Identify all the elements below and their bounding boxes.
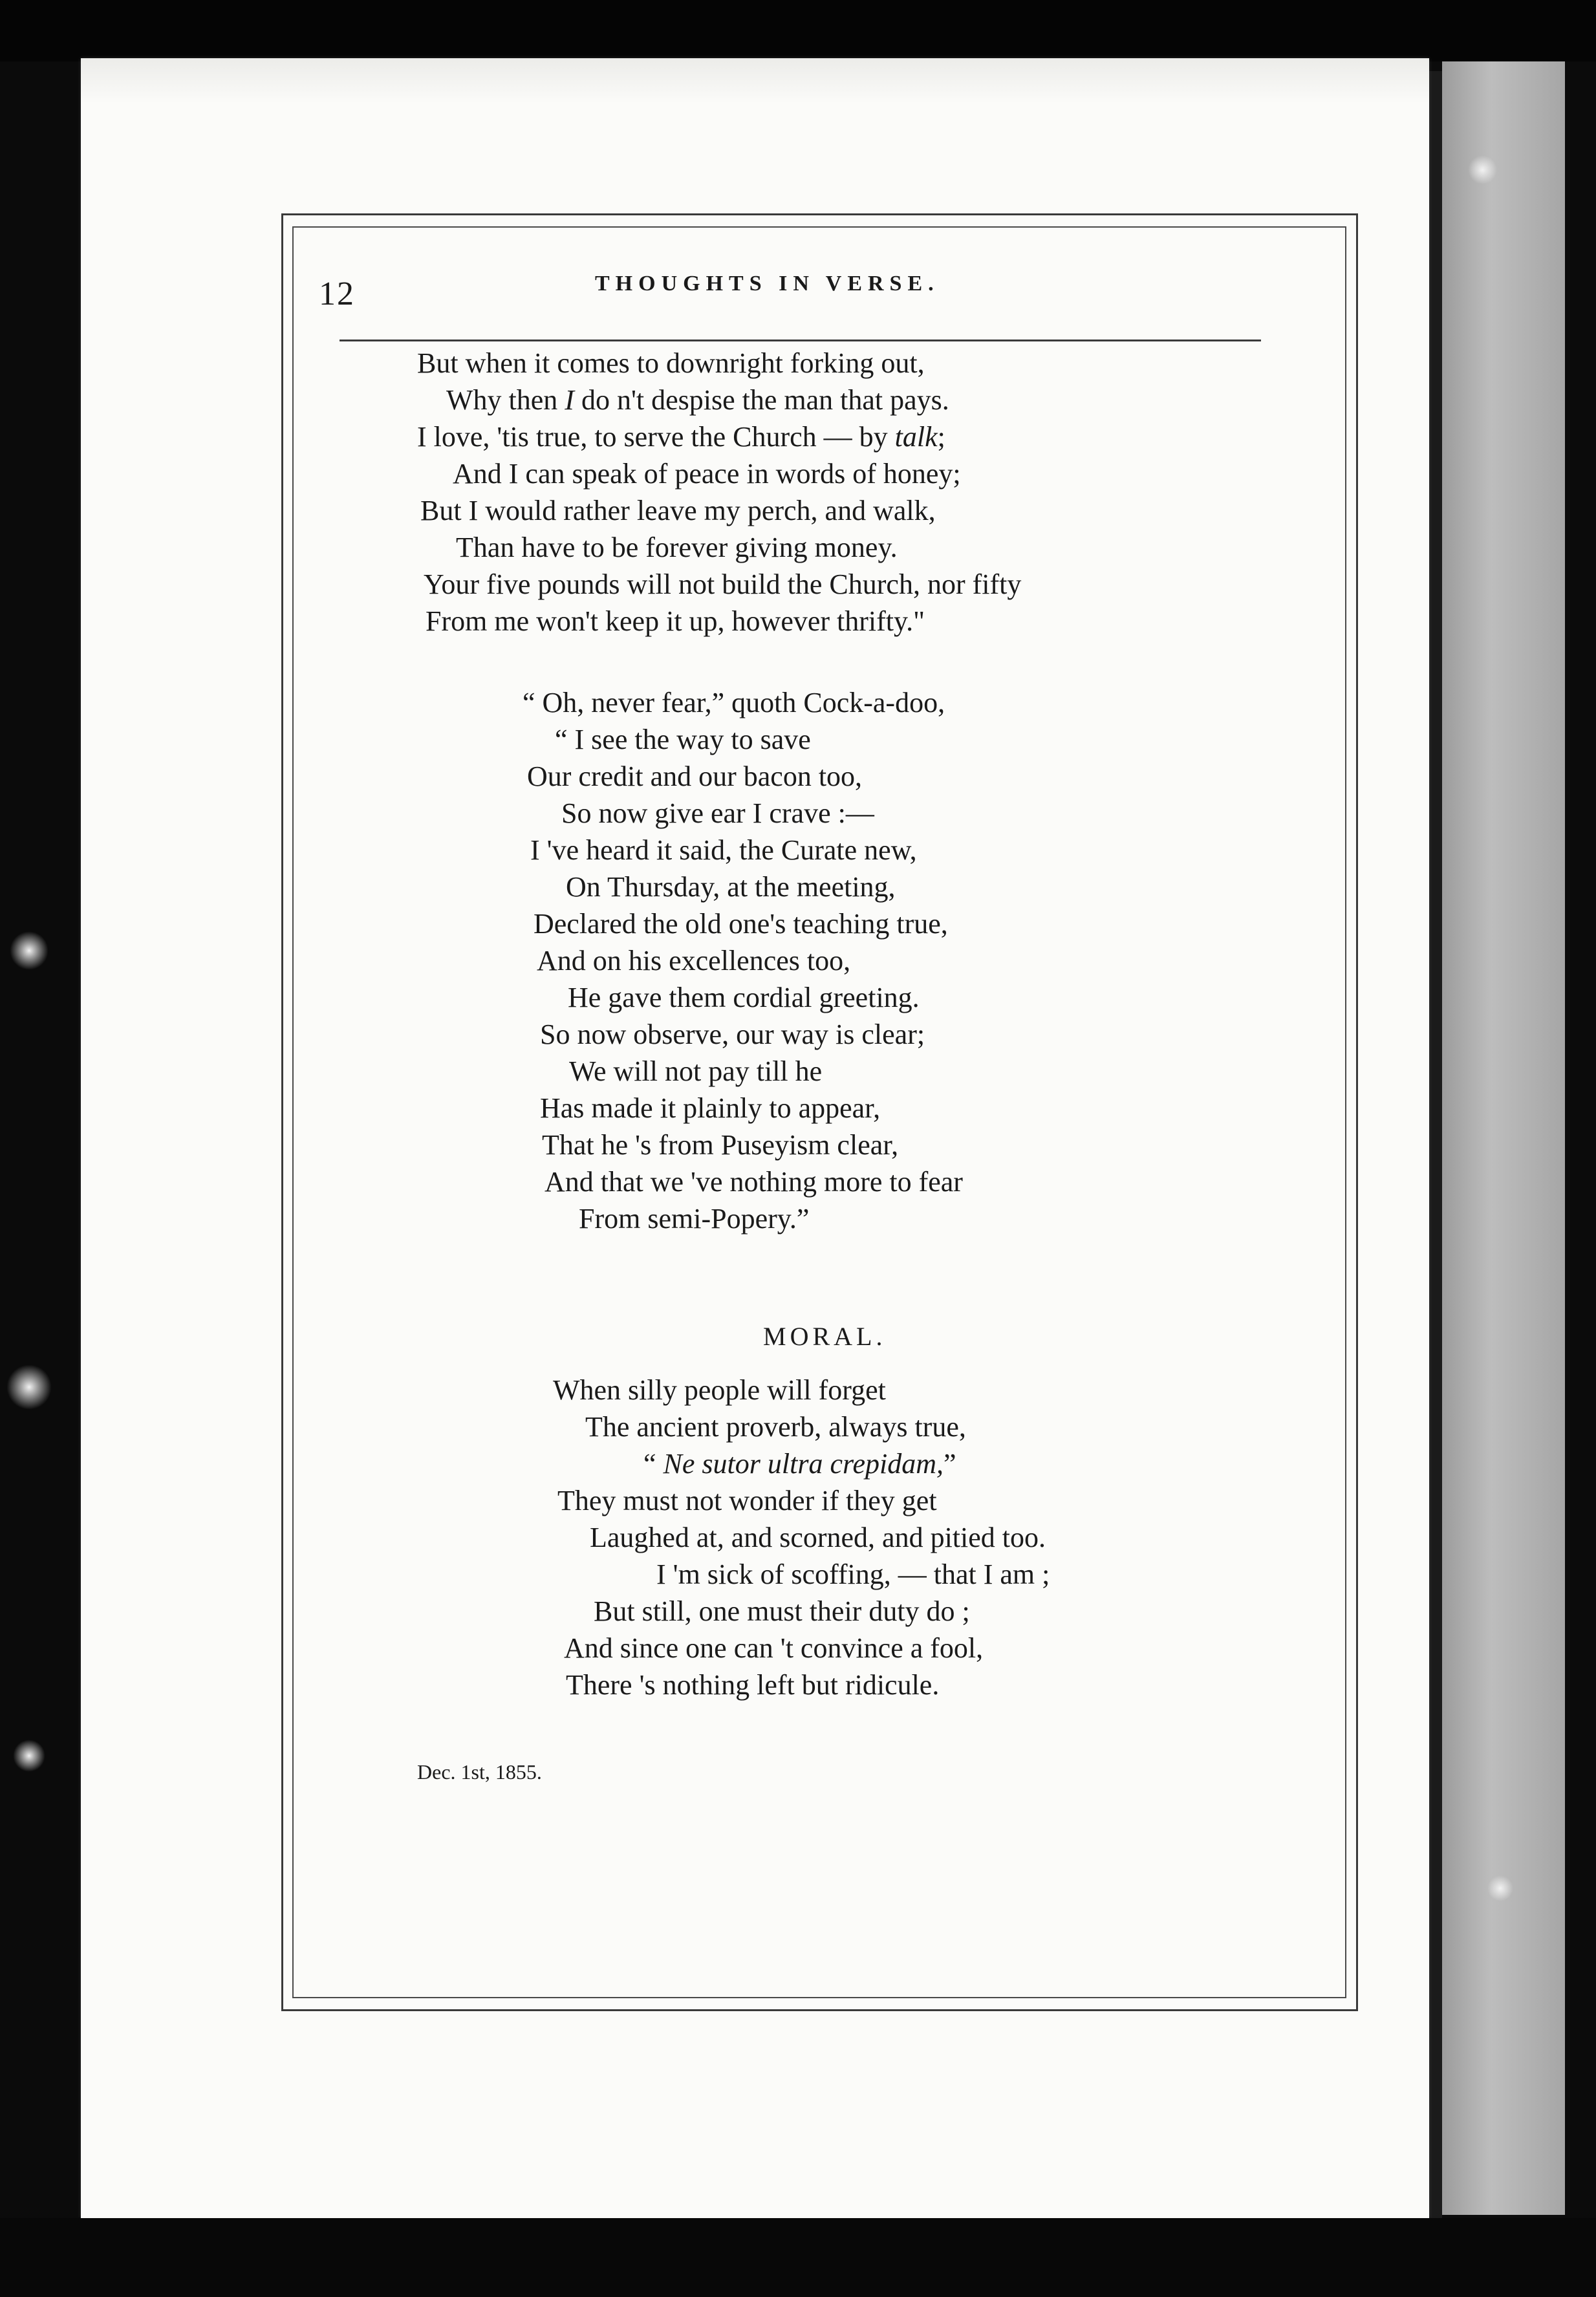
moral-line: When silly people will forget — [553, 1374, 886, 1406]
verse-fragment: Why then — [446, 384, 565, 416]
verse-line: And I can speak of peace in words of honey; — [453, 458, 961, 490]
verse-fragment: ” — [944, 1448, 956, 1480]
moral-line: Laughed at, and scorned, and pitied too. — [590, 1522, 1046, 1553]
verse-line: But I would rather leave my perch, and walk, — [420, 495, 936, 526]
verse-line: From semi-Popery.” — [579, 1203, 810, 1235]
moral-line: But still, one must their duty do ; — [594, 1595, 970, 1627]
verse-fragment: I love, 'tis true, to serve the Church — by — [417, 421, 895, 453]
verse-line: That he 's from Puseyism clear, — [542, 1129, 899, 1161]
verse-line: “ I see the way to save — [555, 724, 811, 755]
scan-speck — [10, 931, 49, 970]
verse-line — [417, 423, 945, 451]
verse-line: Our credit and our bacon too, — [527, 760, 863, 792]
verse-line: On Thursday, at the meeting, — [566, 871, 896, 903]
verse-fragment: ; — [937, 421, 945, 453]
latin-proverb: Ne sutor ultra crepidam, — [663, 1448, 944, 1480]
page-number: 12 — [319, 275, 355, 312]
verse-line: Has made it plainly to appear, — [540, 1092, 881, 1124]
moral-line: I 'm sick of scoffing, — that I am ; — [656, 1558, 1050, 1590]
verse-line: Than have to be forever giving money. — [456, 532, 898, 563]
verse-line: Declared the old one's teaching true, — [534, 908, 948, 940]
moral-line: And since one can 't convince a fool, — [564, 1632, 984, 1664]
verse-line: And on his excellences too, — [537, 945, 851, 976]
verse-line: But when it comes to downright forking out, — [417, 347, 925, 379]
moral-line: There 's nothing left but ridicule. — [566, 1669, 940, 1701]
scan-speck — [1487, 1875, 1513, 1901]
running-title: THOUGHTS IN VERSE. — [595, 272, 940, 296]
verse-italic: talk — [894, 421, 938, 453]
verse-fragment: “ — [643, 1448, 663, 1480]
verse-line: He gave them cordial greeting. — [568, 982, 920, 1013]
book-gutter — [1429, 71, 1442, 2218]
verse-line — [446, 386, 949, 415]
verse-line: So now observe, our way is clear; — [540, 1019, 925, 1050]
scan-bottom-edge — [0, 2218, 1596, 2297]
verse-line: From me won't keep it up, however thrifty." — [426, 605, 925, 637]
verse-italic: I — [565, 384, 574, 416]
scan-speck — [13, 1740, 45, 1772]
verse-line: And that we 've nothing more to fear — [545, 1166, 963, 1198]
date-line: Dec. 1st, 1855. — [417, 1760, 542, 1784]
scan-speck — [6, 1364, 52, 1410]
verse-line: Your five pounds will not build the Church, nor fifty — [424, 568, 1022, 600]
verse-line: I 've heard it said, the Curate new, — [530, 834, 917, 866]
moral-heading: MORAL. — [763, 1322, 887, 1351]
verse-line: So now give ear I crave :— — [561, 797, 874, 829]
verse-line: We will not pay till he — [569, 1055, 823, 1087]
verse-fragment: do n't despise the man that pays. — [574, 384, 949, 416]
moral-line: The ancient proverb, always true, — [585, 1411, 966, 1443]
moral-line: They must not wonder if they get — [557, 1485, 937, 1516]
scan-top-edge — [0, 0, 1596, 61]
header-rule — [340, 340, 1261, 341]
moral-line — [643, 1450, 956, 1478]
verse-line: “ Oh, never fear,” quoth Cock-a-doo, — [523, 687, 945, 718]
scan-speck — [1468, 155, 1497, 184]
